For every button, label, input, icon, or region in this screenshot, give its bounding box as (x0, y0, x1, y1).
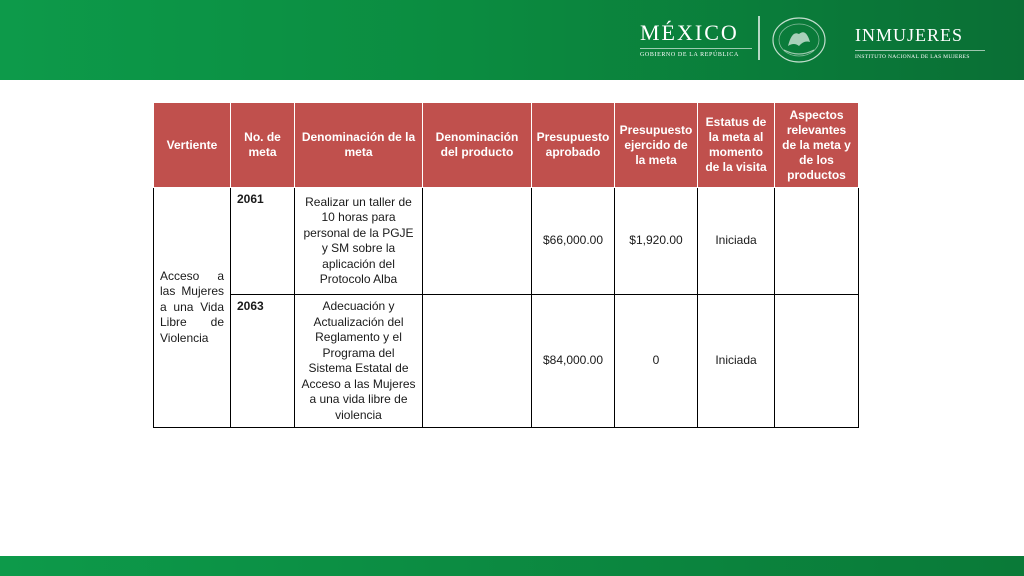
column-header-estatus: Estatus de la meta al momento de la visita (698, 103, 775, 188)
footer-band (0, 556, 1024, 576)
logo-divider (758, 16, 760, 60)
table-row (154, 188, 859, 295)
logo-mexico-subtitle: GOBIERNO DE LA REPÚBLICA (640, 48, 752, 58)
column-header-presupuesto-aprobado: Presupuesto aprobado (532, 103, 615, 188)
column-header-presupuesto-ejercido: Presupuesto ejercido de la meta (615, 103, 698, 188)
no-meta-cell: 2063 (231, 295, 295, 428)
logo-inmujeres (855, 26, 985, 60)
logo-mexico-title: MÉXICO (640, 20, 739, 45)
logo-inmujeres-subtitle: INSTITUTO NACIONAL DE LAS MUJERES (855, 50, 985, 60)
aspectos-cell (775, 295, 859, 428)
no-meta-cell: 2061 (231, 188, 295, 295)
presupuesto-ejercido-cell: 0 (615, 295, 698, 428)
metas-table (153, 102, 859, 428)
denominacion-producto-cell (423, 188, 532, 295)
logo-mexico (640, 22, 752, 58)
column-header-denominacion-meta: Denominación de la meta (295, 103, 423, 188)
column-header-no-meta: No. de meta (231, 103, 295, 188)
estatus-cell: Iniciada (698, 188, 775, 295)
column-header-vertiente: Vertiente (154, 103, 231, 188)
table-row (154, 295, 859, 428)
eagle-seal-icon (770, 16, 828, 64)
table-header-row (154, 103, 859, 188)
estatus-cell: Iniciada (698, 295, 775, 428)
column-header-denominacion-producto: Denominación del producto (423, 103, 532, 188)
presupuesto-ejercido-cell: $1,920.00 (615, 188, 698, 295)
logo-inmujeres-title: INMUJERES (855, 25, 964, 45)
presupuesto-aprobado-cell: $66,000.00 (532, 188, 615, 295)
denominacion-producto-cell (423, 295, 532, 428)
vertiente-cell: Acceso a las Mujeres a una Vida Libre de Violencia (154, 188, 231, 428)
column-header-aspectos: Aspectos relevantes de la meta y de los productos (775, 103, 859, 188)
aspectos-cell (775, 188, 859, 295)
denominacion-meta-cell: Realizar un taller de 10 horas para personal de la PGJE y SM sobre la aplicación del Protocolo Alba (295, 188, 423, 295)
presupuesto-aprobado-cell: $84,000.00 (532, 295, 615, 428)
denominacion-meta-cell: Adecuación y Actualización del Reglamento y el Programa del Sistema Estatal de Acceso a las Mujeres a una vida libre de violencia (295, 295, 423, 428)
